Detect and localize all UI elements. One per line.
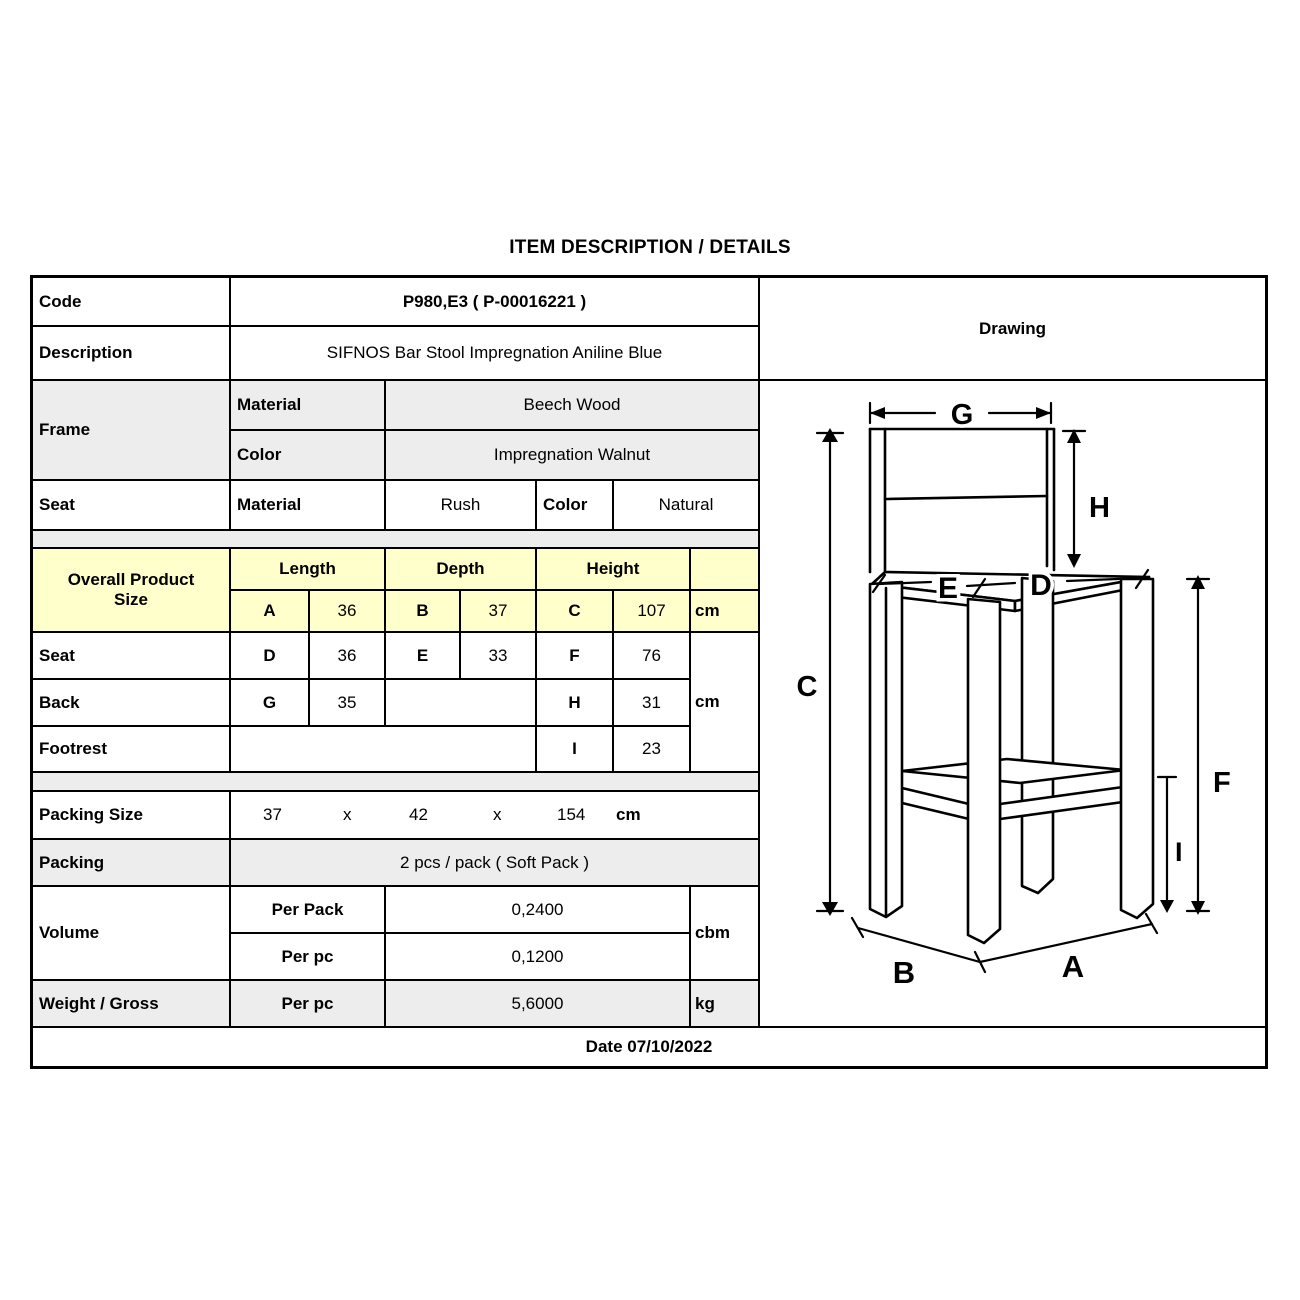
dim-g-value: 35	[310, 680, 384, 725]
dim-b-key: B	[386, 591, 459, 631]
back-depth-empty	[386, 680, 535, 725]
packing-value: 2 pcs / pack ( Soft Pack )	[231, 840, 758, 885]
packing-size-x2: x	[493, 805, 502, 825]
overall-unit: cm	[691, 591, 758, 631]
packing-size-height: 154	[557, 805, 586, 825]
footrest-empty	[231, 727, 535, 771]
dimension-F	[1187, 575, 1231, 915]
packing-size-unit: cm	[616, 805, 641, 825]
code-value: P980,E3 ( P-00016221 )	[231, 278, 758, 325]
stool-rear-leg	[1022, 578, 1053, 893]
packing-size-label: Packing Size	[33, 792, 229, 838]
stool-footrest	[902, 759, 1125, 819]
weight-unit: kg	[691, 981, 758, 1026]
frame-color-value: Impregnation Walnut	[386, 431, 758, 479]
packing-size-value	[231, 792, 758, 838]
overall-size-line2: Size	[113, 590, 149, 609]
seat-color-value: Natural	[614, 481, 758, 529]
dimension-H	[1063, 429, 1110, 568]
dim-d-key: D	[231, 633, 308, 678]
dim-label-h: H	[1089, 492, 1110, 524]
packing-size-length: 37	[263, 805, 282, 825]
dim-label-c: C	[796, 671, 818, 703]
stool-seat	[872, 572, 1149, 611]
depth-header: Depth	[386, 549, 535, 589]
description-value: SIFNOS Bar Stool Impregnation Aniline Blue	[231, 327, 758, 379]
dimension-BA	[852, 914, 1157, 990]
back-dims-label: Back	[33, 680, 229, 725]
dim-label-g: G	[950, 399, 974, 431]
detail-unit: cm	[691, 633, 758, 771]
date-footer: Date 07/10/2022	[33, 1028, 1265, 1066]
dim-c-key: C	[537, 591, 612, 631]
dim-h-value: 31	[614, 680, 689, 725]
dim-label-f: F	[1213, 767, 1231, 799]
height-header: Height	[537, 549, 689, 589]
dim-b-value: 37	[461, 591, 535, 631]
packing-label: Packing	[33, 840, 229, 885]
unit-header-empty	[691, 549, 758, 589]
per-pack-label: Per Pack	[231, 887, 384, 932]
frame-color-label: Color	[231, 431, 384, 479]
dim-a-key: A	[231, 591, 308, 631]
dim-label-i: I	[1175, 837, 1183, 867]
dim-label-b: B	[892, 955, 916, 990]
length-header: Length	[231, 549, 384, 589]
volume-label: Volume	[33, 887, 229, 979]
seat-label: Seat	[33, 481, 229, 529]
weight-label: Weight / Gross	[33, 981, 229, 1026]
dim-e-value: 33	[461, 633, 535, 678]
page-title: ITEM DESCRIPTION / DETAILS	[509, 237, 791, 258]
seat-material-label: Material	[231, 481, 384, 529]
overall-size-label	[33, 549, 229, 631]
per-pc-label: Per pc	[231, 934, 384, 979]
footrest-dims-label: Footrest	[33, 727, 229, 771]
dim-f-key: F	[537, 633, 612, 678]
frame-material-value: Beech Wood	[386, 381, 758, 429]
frame-material-label: Material	[231, 381, 384, 429]
weight-per-pc-label: Per pc	[231, 981, 384, 1026]
dim-label-a: A	[1061, 949, 1085, 984]
separator-band	[33, 773, 758, 790]
packing-size-x1: x	[343, 805, 352, 825]
dim-label-e: E	[937, 572, 959, 605]
dim-h-key: H	[537, 680, 612, 725]
drawing-header: Drawing	[760, 278, 1265, 379]
description-label: Description	[33, 327, 229, 379]
seat-material-value: Rush	[386, 481, 535, 529]
spec-table	[30, 275, 1268, 1069]
separator-band	[33, 531, 758, 547]
overall-size-line1: Overall Product	[67, 570, 195, 590]
dim-f-value: 76	[614, 633, 689, 678]
bar-stool-drawing	[760, 381, 1265, 1026]
dimension-I	[1158, 777, 1183, 913]
dim-d-value: 36	[310, 633, 384, 678]
technical-drawing	[760, 381, 1265, 1026]
dimension-C	[797, 428, 843, 916]
dim-i-value: 23	[614, 727, 689, 771]
seat-color-label: Color	[537, 481, 612, 529]
per-pack-value: 0,2400	[386, 887, 689, 932]
frame-label: Frame	[33, 381, 229, 479]
dim-i-key: I	[537, 727, 612, 771]
per-pc-value: 0,1200	[386, 934, 689, 979]
dim-e-key: E	[386, 633, 459, 678]
dim-g-key: G	[231, 680, 308, 725]
seat-dims-label: Seat	[33, 633, 229, 678]
weight-value: 5,6000	[386, 981, 689, 1026]
code-label: Code	[33, 278, 229, 325]
dimension-G	[870, 399, 1051, 431]
packing-size-depth: 42	[409, 805, 428, 825]
dim-label-d: D	[1030, 569, 1052, 602]
volume-unit: cbm	[691, 887, 758, 979]
stool-backrest	[870, 429, 1054, 572]
dim-a-value: 36	[310, 591, 384, 631]
dim-c-value: 107	[614, 591, 689, 631]
